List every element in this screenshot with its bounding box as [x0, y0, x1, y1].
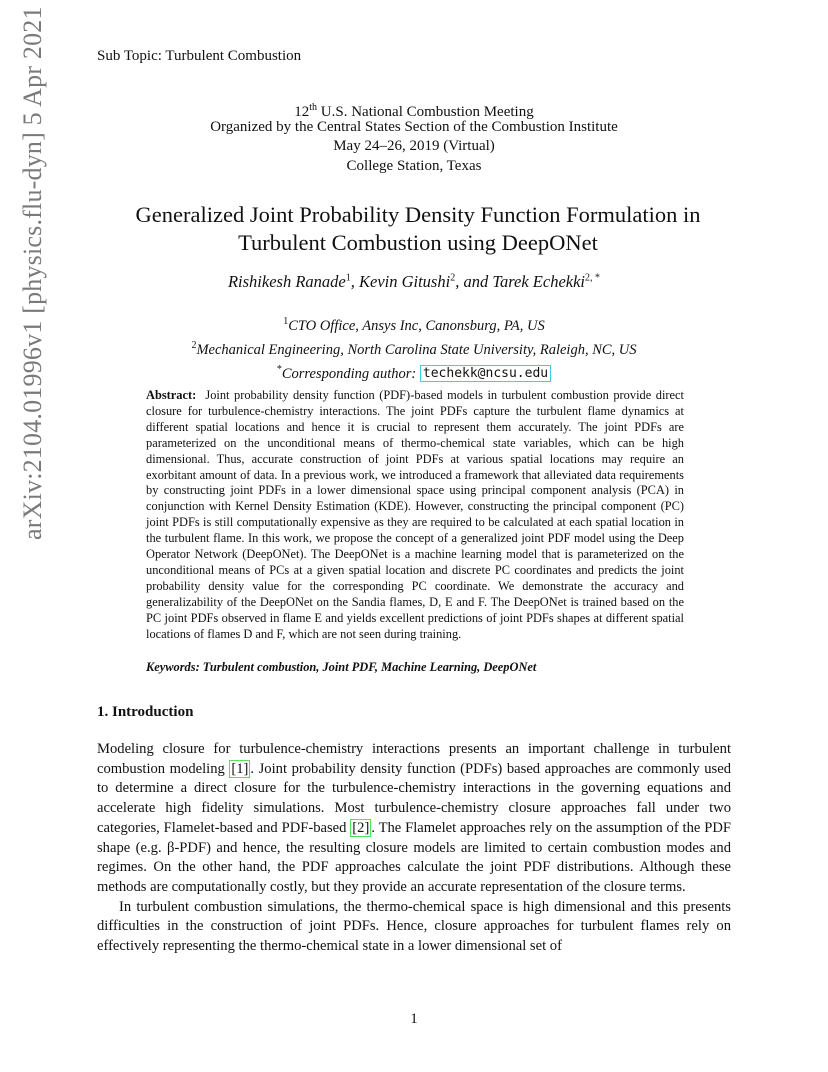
abstract-label: Abstract:: [146, 388, 197, 402]
email-link[interactable]: techekk@ncsu.edu: [420, 365, 551, 382]
paragraph: Modeling closure for turbulence-chemistry interactions presents an important challenge in turbulent combustion modeling [1] . Joint probability density function (PDFs) based approaches are commonly used to determine a direct closure for the turbulence-chemistry interactions in the governing equations and accelerate high fidelity simulations. Most turbulence-chemistry closure approaches fall under two categories, Flamelet-based and PDF-based [2] . The Flamelet approaches rely on the assumption of the PDF shape (e.g. β-PDF) and hence, the resulting closure models are limited to certain combustion modes and regimes. On the other hand, the PDF approaches calculate the joint PDF distributions. Although these methods are computationally costly, but they provide an accurate representation of the closure terms.: [97, 741, 731, 895]
abstract-text: Joint probability density function (PDF)-based models in turbulent combustion provide direct closure for turbulence-chemistry interactions. The joint PDFs capture the turbulent flame dynamics at different spatial locations and hence it is crucial to represent them accurately. The joint PDFs are parameterized on the unconditional means of thermo-chemical state variables, which can be high dimensional. Thus, accurate construction of joint PDFs at various spatial locations may require an exorbitant amount of data. In a previous work, we introduced a framework that alleviated data requirements by constructing joint PDFs in a lower dimensional space using principal component analysis (PCA) in conjunction with Kernel Density Estimation (KDE). However, constructing the principal component (PC) joint PDFs is still computationally expensive as they are required to be calculated at each spatial location in the turbulent flame. In this work, we propose the concept of a generalized joint PDF model using the Deep Operator Network (DeepONet). The DeepONet is a machine learning model that is parameterized on the unconditional means of PCs at a given spatial location and discrete PC coordinates and predicts the joint probability density value for the corresponding PC coordinate. We demonstrate the accuracy and generalizability of the DeepONet on the Sandia flames, D, E and F. The DeepONet is trained based on the PC joint PDFs observed in flame E and yields excellent predictions of joint PDFs shapes at different spatial locations of flames D and F, which are not seen during training.: [146, 388, 684, 641]
subtopic-header: Sub Topic: Turbulent Combustion: [97, 48, 302, 64]
keywords: Keywords: Turbulent combustion, Joint PDF, Machine Learning, DeepONet: [146, 660, 537, 674]
affiliation-2: $^2$Mechanical Engineering, North Carolina State University, Raleigh, NC, US: [191, 339, 637, 358]
page-number: 1: [410, 1011, 418, 1027]
author-list: Rishikesh Ranade$^1$, Kevin Gitushi$^2$, and Tarek Echekki$^{2, *}$: [227, 272, 601, 291]
conference-info: [0, 98, 828, 176]
conference-location: College Station, Texas: [346, 157, 482, 174]
conference-name: 12th U.S. National Combustion Meeting: [294, 102, 534, 120]
affiliation-1: $^1$CTO Office, Ansys Inc, Canonsburg, PA, US: [283, 316, 545, 334]
paragraph: In turbulent combustion simulations, the thermo-chemical space is high dimensional and this presents difficulties in the construction of joint PDFs. Hence, closure approaches for turbulent flames rely on effectively representing the thermo-chemical state in a lower dimensional set of: [97, 898, 731, 955]
section-heading: 1. Introduction: [97, 704, 194, 720]
abstract: [146, 388, 684, 643]
conference-organizer: Organized by the Central States Section of the Combustion Institute: [210, 118, 618, 135]
arxiv-identifier: arXiv:2104.01996v1 [physics.flu-dyn] 5 Apr 2021: [18, 6, 47, 540]
citation-link[interactable]: [2]: [352, 819, 370, 836]
paper-title: Generalized Joint Probability Density Function Formulation in Turbulent Combustion using DeepONet: [135, 202, 701, 255]
citation-link[interactable]: [1]: [231, 760, 249, 777]
conference-dates: May 24–26, 2019 (Virtual): [333, 138, 495, 154]
affiliations: [0, 312, 828, 383]
section-body: [97, 740, 731, 957]
corresponding-author: *Corresponding author: techekk@ncsu.edu: [0, 360, 828, 384]
